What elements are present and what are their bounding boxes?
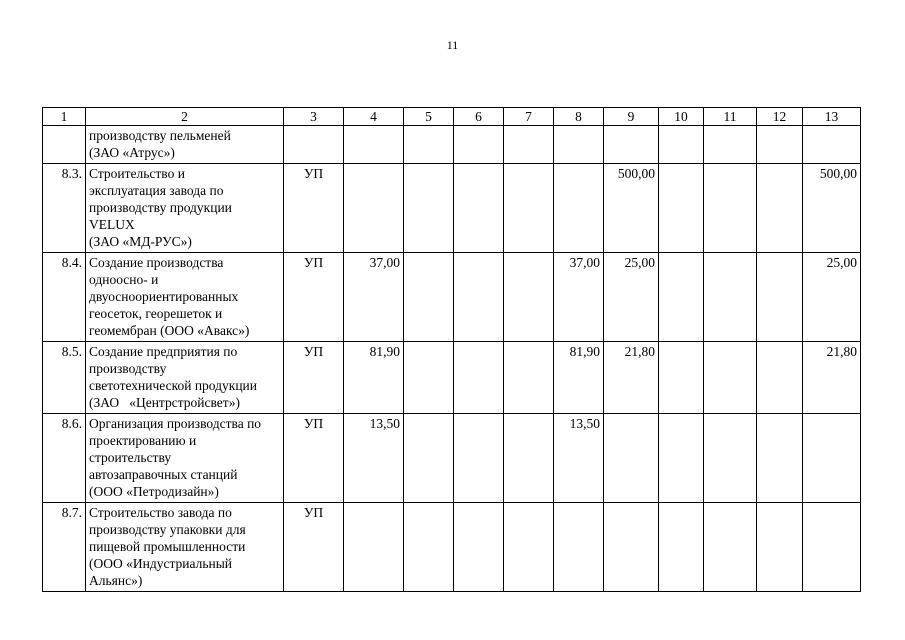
value-col-11 [704, 503, 757, 592]
project-name-line: (ООО «Петродизайн») [89, 484, 219, 499]
column-header: 4 [344, 108, 404, 126]
value-col-6 [454, 342, 504, 414]
value-col-4: 37,00 [344, 253, 404, 342]
value-col-5 [404, 414, 454, 503]
project-type: УП [284, 342, 344, 414]
value-col-4 [344, 503, 404, 592]
header-row [43, 108, 861, 126]
project-name-line: геосеток, георешеток и [89, 306, 223, 321]
value-col-12 [757, 503, 803, 592]
column-header: 2 [86, 108, 284, 126]
project-name-line: пищевой промышленности [89, 539, 246, 554]
project-name-line: (ЗАО «Атрус») [89, 145, 175, 160]
value-col-13: 25,00 [803, 253, 861, 342]
value-col-13: 500,00 [803, 164, 861, 253]
project-name [86, 126, 284, 164]
project-name-line: производству продукции [89, 200, 232, 215]
value-col-13: 21,80 [803, 342, 861, 414]
value-col-4 [344, 126, 404, 164]
value-col-11 [704, 342, 757, 414]
column-header: 13 [803, 108, 861, 126]
project-name [86, 164, 284, 253]
project-name-line: (ООО «Индустриальный [89, 556, 233, 571]
value-col-9: 21,80 [604, 342, 659, 414]
value-col-11 [704, 126, 757, 164]
value-col-10 [659, 126, 704, 164]
value-col-9 [604, 126, 659, 164]
value-col-13 [803, 414, 861, 503]
value-col-8: 81,90 [554, 342, 604, 414]
project-name-line: (ЗАО «Центрстройсвет») [89, 395, 240, 410]
value-col-5 [404, 503, 454, 592]
column-header: 11 [704, 108, 757, 126]
value-col-6 [454, 414, 504, 503]
value-col-12 [757, 253, 803, 342]
value-col-5 [404, 342, 454, 414]
value-col-6 [454, 503, 504, 592]
project-name-line: автозаправочных станций [89, 467, 238, 482]
project-name-line: светотехнической продукции [89, 378, 258, 393]
row-number: 8.4. [43, 253, 86, 342]
value-col-12 [757, 126, 803, 164]
project-type: УП [284, 253, 344, 342]
value-col-7 [504, 126, 554, 164]
project-name-line: производству пельменей [89, 128, 231, 143]
table-row [43, 342, 861, 414]
project-name-line: Альянс») [89, 573, 143, 588]
column-header: 1 [43, 108, 86, 126]
value-col-9: 500,00 [604, 164, 659, 253]
project-name-line: одноосно- и [89, 272, 159, 287]
column-header: 10 [659, 108, 704, 126]
value-col-13 [803, 126, 861, 164]
project-name-line: Строительство завода по [89, 505, 232, 520]
row-number: 8.3. [43, 164, 86, 253]
value-col-6 [454, 164, 504, 253]
project-name-line: Строительство и [89, 166, 185, 181]
project-name-line: Создание предприятия по [89, 344, 238, 359]
value-col-7 [504, 253, 554, 342]
row-number: 8.7. [43, 503, 86, 592]
column-header: 9 [604, 108, 659, 126]
column-header: 8 [554, 108, 604, 126]
column-header: 5 [404, 108, 454, 126]
value-col-8 [554, 503, 604, 592]
value-col-4 [344, 164, 404, 253]
project-name-line: строительству [89, 450, 172, 465]
value-col-5 [404, 126, 454, 164]
value-col-11 [704, 414, 757, 503]
table-row [43, 253, 861, 342]
value-col-4: 81,90 [344, 342, 404, 414]
value-col-5 [404, 164, 454, 253]
row-number [43, 126, 86, 164]
value-col-7 [504, 414, 554, 503]
value-col-7 [504, 342, 554, 414]
value-col-13 [803, 503, 861, 592]
column-header: 12 [757, 108, 803, 126]
value-col-12 [757, 342, 803, 414]
column-header: 6 [454, 108, 504, 126]
value-col-10 [659, 164, 704, 253]
column-header: 7 [504, 108, 554, 126]
project-type: УП [284, 164, 344, 253]
value-col-9 [604, 414, 659, 503]
data-table [42, 107, 861, 592]
project-name-line: VELUX [89, 217, 135, 232]
project-type [284, 126, 344, 164]
table-row [43, 164, 861, 253]
table-row [43, 414, 861, 503]
project-name [86, 253, 284, 342]
project-name-line: (ЗАО «МД-РУС») [89, 234, 192, 249]
value-col-6 [454, 126, 504, 164]
value-col-12 [757, 414, 803, 503]
value-col-5 [404, 253, 454, 342]
column-header: 3 [284, 108, 344, 126]
table-row [43, 503, 861, 592]
value-col-8: 13,50 [554, 414, 604, 503]
project-name-line: производству [89, 361, 167, 376]
value-col-9 [604, 503, 659, 592]
project-name-line: Организация производства по [89, 416, 262, 431]
value-col-4: 13,50 [344, 414, 404, 503]
value-col-7 [504, 503, 554, 592]
row-number: 8.5. [43, 342, 86, 414]
value-col-6 [454, 253, 504, 342]
project-name [86, 414, 284, 503]
value-col-12 [757, 164, 803, 253]
value-col-10 [659, 253, 704, 342]
table-row [43, 126, 861, 164]
value-col-10 [659, 342, 704, 414]
row-number: 8.6. [43, 414, 86, 503]
value-col-11 [704, 164, 757, 253]
project-name [86, 503, 284, 592]
value-col-7 [504, 164, 554, 253]
project-name-line: двуосноориентированных [89, 289, 239, 304]
value-col-10 [659, 414, 704, 503]
project-type: УП [284, 414, 344, 503]
project-name-line: проектированию и [89, 433, 197, 448]
value-col-9: 25,00 [604, 253, 659, 342]
project-type: УП [284, 503, 344, 592]
project-name [86, 342, 284, 414]
page-number: 11 [446, 38, 459, 52]
value-col-8: 37,00 [554, 253, 604, 342]
project-name-line: Создание производства [89, 255, 224, 270]
project-name-line: эксплуатация завода по [89, 183, 224, 198]
value-col-11 [704, 253, 757, 342]
value-col-10 [659, 503, 704, 592]
value-col-8 [554, 164, 604, 253]
project-name-line: геомембран (ООО «Авакс») [89, 323, 250, 338]
value-col-8 [554, 126, 604, 164]
project-name-line: производству упаковки для [89, 522, 246, 537]
